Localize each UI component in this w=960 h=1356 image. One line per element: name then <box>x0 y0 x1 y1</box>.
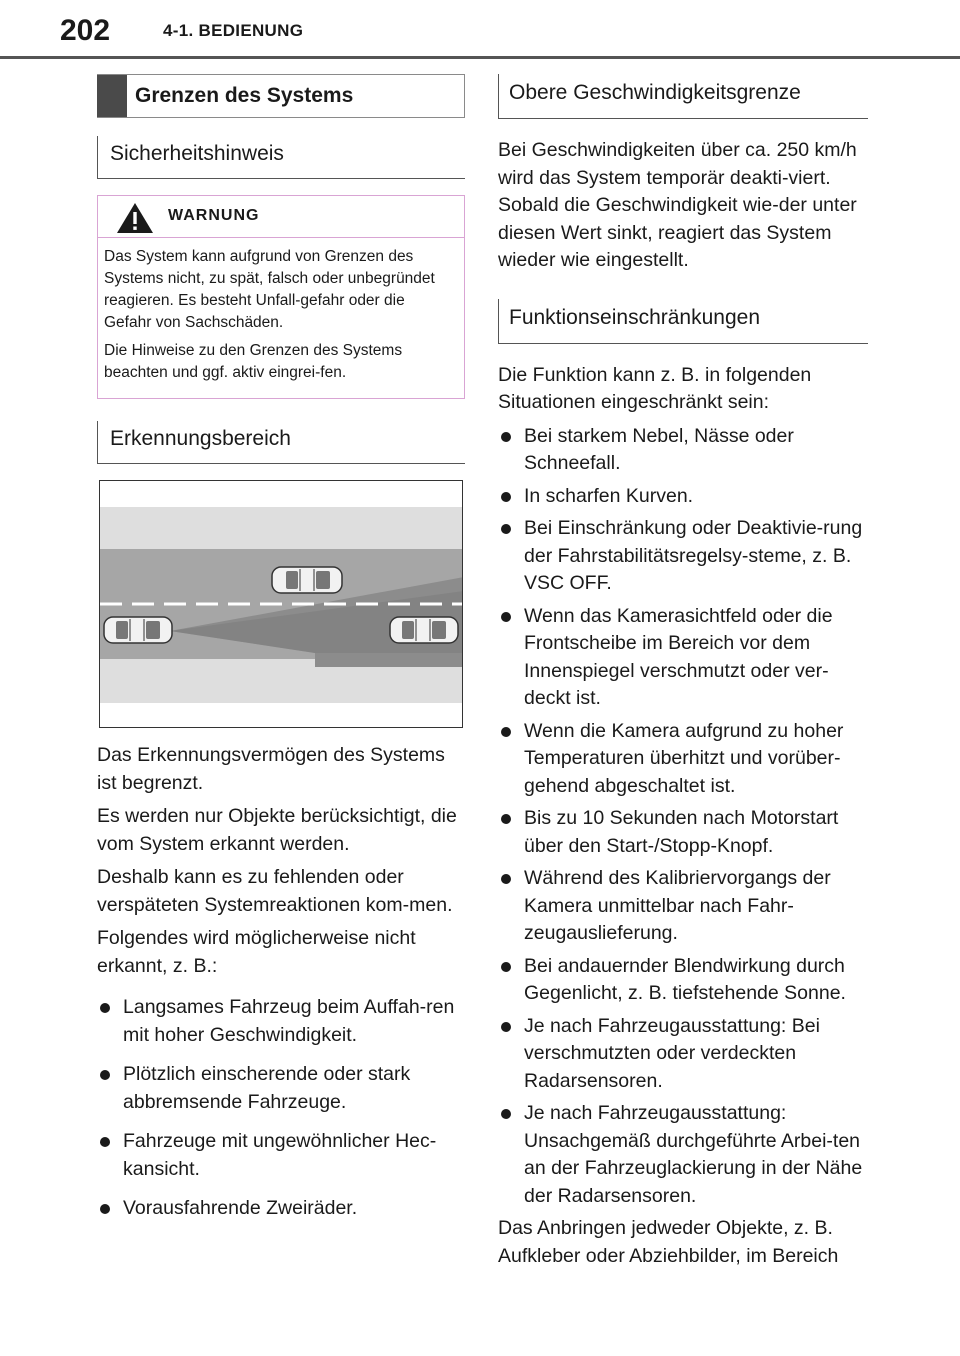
list-item <box>498 1100 868 1210</box>
bullet-icon <box>100 1070 110 1080</box>
warning-triangle-icon <box>116 202 154 234</box>
list-item <box>498 603 868 713</box>
list-item-text: Je nach Fahrzeugausstattung: Unsachgemäß durchgeführte Arbei-ten an der Fahrzeuglackierung in der Nähe der Radarsensoren. <box>524 1102 863 1207</box>
warning-box <box>97 195 465 399</box>
limits-text-block <box>498 362 868 1271</box>
limits-heading: Funktionseinschränkungen <box>498 299 868 344</box>
list-item <box>498 865 868 948</box>
speed-text-block <box>498 137 868 275</box>
list-item-text: Bei andauernder Blendwirkung durch Gegenlicht, z. B. tiefstehende Sonne. <box>524 954 846 1004</box>
list-item-text: Bei Einschränkung oder Deaktivie-rung der Fahrstabilitätsregelsy-steme, z. B. VSC OFF. <box>524 517 863 594</box>
list-item <box>498 805 868 860</box>
car-icon <box>390 617 458 643</box>
list-item-text: Wenn die Kamera aufgrund zu hoher Temperaturen überhitzt und vorüber-gehend abgeschaltet ist. <box>524 719 844 797</box>
bullet-icon <box>501 612 511 622</box>
right-column <box>498 74 868 1276</box>
list-item-text: Wenn das Kamerasichtfeld oder die Frontscheibe im Bereich vor dem Innenspiegel verschmutzt oder ver-deckt ist. <box>524 604 833 709</box>
car-icon <box>104 617 172 643</box>
section-title: Grenzen des Systems <box>135 84 354 107</box>
bullet-icon <box>501 492 511 502</box>
list-item-text: In scharfen Kurven. <box>524 484 694 507</box>
speed-text: Bei Geschwindigkeiten über ca. 250 km/h wird das System temporär deakti-viert. Sobald die Geschwindigkeit wie-der unter diesen Wert sinkt, reagiert das System wieder wie eingestellt. <box>498 139 857 271</box>
detection-text <box>97 742 465 1223</box>
left-column <box>97 74 465 1228</box>
bullet-icon <box>501 814 511 824</box>
safety-heading: Sicherheitshinweis <box>97 136 465 179</box>
section-heading <box>97 74 465 118</box>
list-item-text: Je nach Fahrzeugausstattung: Bei verschmutzten oder verdeckten Radarsensoren. <box>524 1014 820 1092</box>
paragraph: Deshalb kann es zu fehlenden oder verspäteten Systemreaktionen kom-men. <box>97 866 453 916</box>
list-item-text: Vorausfahrende Zweiräder. <box>123 1197 358 1219</box>
section-tab <box>97 75 127 117</box>
bullet-icon <box>501 962 511 972</box>
list-item <box>498 515 868 598</box>
header-rule <box>0 56 960 59</box>
speed-heading: Obere Geschwindigkeitsgrenze <box>498 74 868 119</box>
list-item <box>97 1195 465 1223</box>
bullet-list <box>97 994 465 1223</box>
list-item-text: Plötzlich einscherende oder stark abbremsende Fahrzeuge. <box>123 1063 411 1113</box>
list-item-text: Bei starkem Nebel, Nässe oder Schneefall. <box>524 424 794 474</box>
warning-paragraph: Die Hinweise zu den Grenzen des Systems beachten und ggf. aktiv eingrei-fen. <box>104 342 403 381</box>
list-item <box>498 423 868 478</box>
paragraph: Folgendes wird möglicherweise nicht erkannt, z. B.: <box>97 927 416 977</box>
page-number: 202 <box>60 14 111 47</box>
bullet-icon <box>100 1003 110 1013</box>
warning-body <box>98 238 464 398</box>
bullet-icon <box>501 432 511 442</box>
list-item <box>97 1128 465 1183</box>
closing-text: Das Anbringen jedweder Objekte, z. B. Aufkleber oder Abziehbilder, im Bereich <box>498 1217 839 1267</box>
bullet-list <box>498 423 868 1211</box>
warning-paragraph: Das System kann aufgrund von Grenzen des Systems nicht, zu spät, falsch oder unbegründet reagieren. Es besteht Unfall-gefahr oder die Gefahr von Sachschäden. <box>104 248 435 331</box>
list-item-text: Bis zu 10 Sekunden nach Motorstart über den Start-/Stopp-Knopf. <box>524 807 839 857</box>
list-item <box>498 953 868 1008</box>
warning-header <box>98 196 464 238</box>
car-icon <box>272 567 342 593</box>
bullet-icon <box>100 1204 110 1214</box>
list-item <box>498 483 868 511</box>
list-item <box>97 1061 465 1116</box>
limits-intro: Die Funktion kann z. B. in folgenden Situationen eingeschränkt sein: <box>498 363 812 413</box>
list-item-text: Fahrzeuge mit ungewöhnlicher Hec-kansicht. <box>123 1130 437 1180</box>
detection-heading: Erkennungsbereich <box>97 421 465 464</box>
list-item <box>498 1013 868 1096</box>
list-item <box>498 718 868 801</box>
page-header <box>0 0 960 60</box>
paragraph: Das Erkennungsvermögen des Systems ist begrenzt. <box>97 744 445 794</box>
list-item-text: Während des Kalibriervorgangs der Kamera unmittelbar nach Fahr-zeugauslieferung. <box>524 867 831 944</box>
warning-label: WARNUNG <box>168 207 260 224</box>
list-item-text: Langsames Fahrzeug beim Auffah-ren mit hoher Geschwindigkeit. <box>123 996 455 1046</box>
bullet-icon <box>501 524 511 534</box>
bullet-icon <box>501 1109 511 1119</box>
bullet-icon <box>501 1022 511 1032</box>
bullet-icon <box>501 874 511 884</box>
detection-range-illustration <box>100 481 463 728</box>
paragraph: Es werden nur Objekte berücksichtigt, die vom System erkannt werden. <box>97 805 457 855</box>
chapter-title: 4-1. BEDIENUNG <box>163 21 304 40</box>
bullet-icon <box>100 1137 110 1147</box>
list-item <box>97 994 465 1049</box>
bullet-icon <box>501 727 511 737</box>
detection-range-figure <box>99 480 463 728</box>
